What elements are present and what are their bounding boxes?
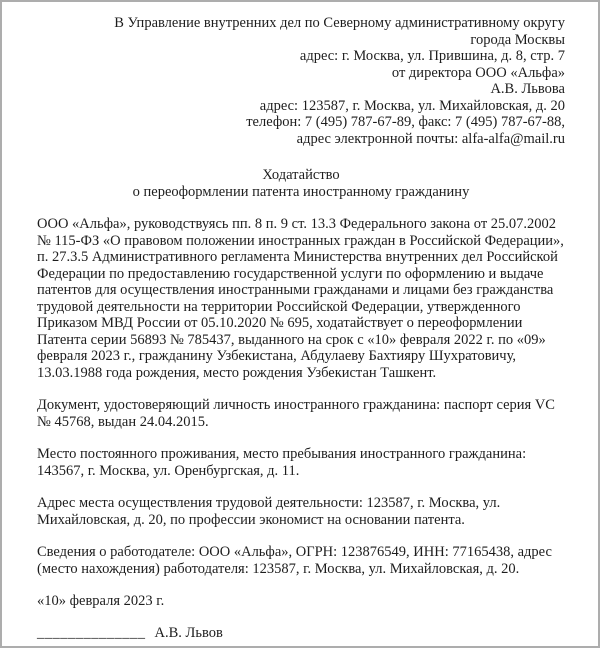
body-paragraph-petition: ООО «Альфа», руководствуясь пп. 8 п. 9 ст. 13.3 Федерального закона от 25.07.2002 № 115-ФЗ «О правовом положении иностранных граждан в Российской Федерации», п. 27.3.5 Административного регламента Министерства внутренних дел Российской Федерации по предоставлению государственной услуги по оформлению и выдаче патентов для осуществления иностранными гражданами и лицами без гражданства трудовой деятельности на территории Российской Федерации, утвержденного Приказом МВД России от 05.10.2020 № 695, ходатайствует о переоформлении Патента серии 56893 № 785437, выданного на срок с «10» февраля 2022 г. по «09» февраля 2023 г., гражданину Узбекистана, Абдулаеву Бахтияру Шухратовичу, 13.03.1988 года рождения, место рождения Узбекистан Ташкент. [37, 216, 564, 381]
body-paragraph-identity-document: Документ, удостоверяющий личность иностранного гражданина: паспорт серия VC № 45768, выдан 24.04.2015. [37, 397, 555, 430]
body-paragraph-employer-details: Сведения о работодателе: ООО «Альфа», ОГРН: 123876549, ИНН: 77165438, адрес (место нахождения) работодателя: 123587, г. Москва, ул. Михайловская, д. 20. [37, 544, 552, 577]
body-paragraph-residence: Место постоянного проживания, место пребывания иностранного гражданина: 143567, г. Москва, ул. Оренбургская, д. 11. [37, 446, 527, 479]
document-title [37, 167, 565, 200]
recipient-sender-block [37, 15, 565, 147]
title-line-main: Ходатайство [262, 167, 340, 183]
header-line-sender-address: адрес: 123587, г. Москва, ул. Михайловская, д. 20 [259, 97, 565, 114]
body-paragraph-work-address: Адрес места осуществления трудовой деятельности: 123587, г. Москва, ул. Михайловская, д. 20, по профессии экономист на основании патента. [37, 495, 501, 528]
header-line-sender-name: А.В. Львова [490, 81, 565, 97]
header-line-sender-phone-fax: телефон: 7 (495) 787-67-89, факс: 7 (495) 787-67-88, [246, 114, 565, 130]
signature-line: ______________ [37, 624, 146, 641]
title-line-subject: о переоформлении патента иностранному гражданину [132, 183, 470, 200]
header-line-sender-email: адрес электронной почты: alfa-alfa@mail.ru [296, 130, 565, 147]
date-line: «10» февраля 2023 г. [37, 593, 165, 609]
signature-block [37, 625, 565, 642]
header-line-recipient-city: города Москвы [470, 31, 565, 48]
header-line-sender-role: от директора ООО «Альфа» [391, 64, 565, 81]
signature-name: А.В. Львов [154, 624, 223, 641]
header-line-recipient-org: В Управление внутренних дел по Северному административному округу [114, 15, 565, 31]
header-line-recipient-address: адрес: г. Москва, ул. Прившина, д. 8, стр. 7 [299, 48, 565, 64]
